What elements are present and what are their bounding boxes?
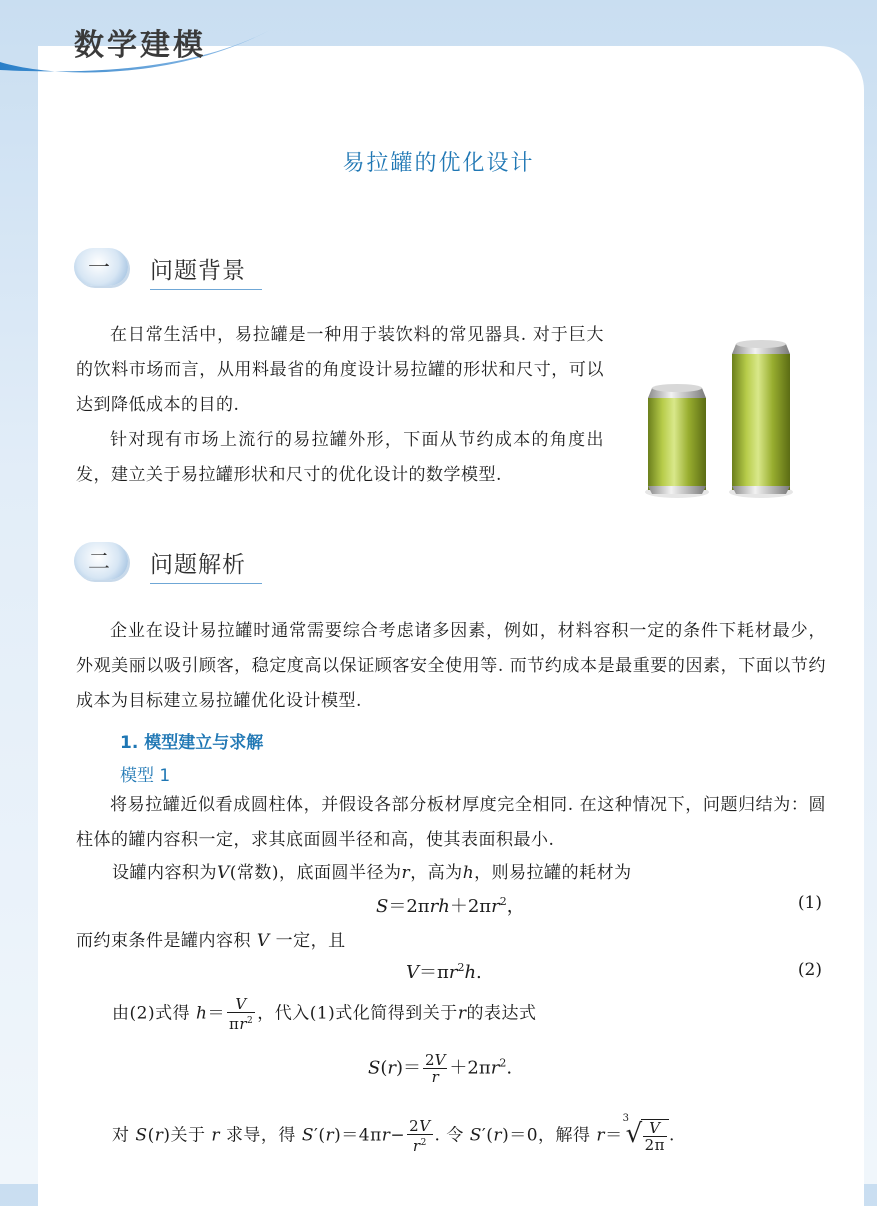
chapter-header: 数学建模 xyxy=(74,28,206,63)
text-span: 一定，且 xyxy=(275,931,346,951)
equation-s-of-r: S(r)＝ $\frac{2V}{r}$ $+2\pi r^2$. xyxy=(368,1051,513,1086)
section-number: 二 xyxy=(87,550,110,575)
text-span: (常数)，底面圆半径为 xyxy=(229,863,402,883)
text-span: 的表达式 xyxy=(466,1003,537,1024)
equation-number-1: (1) xyxy=(797,893,822,913)
cube-root: 3 √ $\frac{V}{2\pi}$ xyxy=(623,1119,669,1153)
fraction: $\frac{2V}{r^2}$ xyxy=(409,1117,431,1155)
text-span: ，解得 xyxy=(538,1125,591,1146)
background-paragraph-1: 在日常生活中，易拉罐是一种用于装饮料的常见器具. 对于巨大的饮料市场而言，从用料最省的角度设计易拉罐的形状和尺寸，可以达到降低成本的目的. xyxy=(76,325,604,415)
text-span: 关于 xyxy=(170,1125,206,1146)
equation-number-2: (2) xyxy=(797,960,822,980)
section-title: 问题背景 xyxy=(150,252,262,290)
text-span: 设罐内容积为 xyxy=(112,863,217,883)
derivative-line: 对 S(r)关于 r 求导，得 S′(r)＝4πr− $\frac{2V}{r^2}$ . 令 S′(r)＝0，解得 r＝ 3 √ $\frac{V}{2\pi}$ . xyxy=(112,1113,675,1155)
fraction: $\frac{2V}{r}$ xyxy=(425,1051,446,1086)
text-span: 对 xyxy=(112,1125,130,1146)
section-number: 一 xyxy=(87,256,110,281)
page-title: 易拉罐的优化设计 xyxy=(342,151,535,176)
text-span: ，代入(1)式化简得到关于 xyxy=(257,1003,458,1024)
cans-image xyxy=(640,336,800,506)
fraction: $\frac{V}{2\pi}$ xyxy=(644,1119,665,1154)
equation-2: $V=\pi r^2h$. xyxy=(406,961,482,983)
equation-1: $S=2\pi rh+2\pi r^2$， xyxy=(376,895,525,917)
text-span: 由(2)式得 xyxy=(112,1003,191,1024)
model-label: 模型 1 xyxy=(120,766,171,786)
text-span: ，则易拉罐的耗材为 xyxy=(474,863,632,883)
fraction: $\frac{V}{\pi r^2}$ xyxy=(228,995,254,1033)
model-paragraph-1: 将易拉罐近似看成圆柱体，并假设各部分板材厚度完全相同. 在这种情况下，问题归结为：圆柱体的罐内容积一定，求其底面圆半径和高，使其表面积最小. xyxy=(76,795,826,850)
model-paragraph-2: 设罐内容积为V(常数)，底面圆半径为r，高为h，则易拉罐的耗材为 xyxy=(112,863,632,883)
section-title: 问题解析 xyxy=(150,546,262,584)
text-span: . 令 xyxy=(434,1125,464,1146)
analysis-paragraph: 企业在设计易拉罐时通常需要综合考虑诸多因素，例如，材料容积一定的条件下耗材最少，外观美丽以吸引顾客，稳定度高以保证顾客安全使用等. 而节约成本是最重要的因素，下面以节约成本为目标建立易拉罐优化设计模型. xyxy=(76,621,826,711)
text-span: ，高为 xyxy=(410,863,463,883)
subsection-heading: 1. 模型建立与求解 xyxy=(120,733,264,753)
constraint-line: 而约束条件是罐内容积 V 一定，且 xyxy=(76,931,346,951)
substitution-line: 由(2)式得 h＝ $\frac{V}{\pi r^2}$ ，代入(1)式化简得到关于r的表达式 xyxy=(112,995,537,1033)
background-paragraph-2: 针对现有市场上流行的易拉罐外形，下面从节约成本的角度出发，建立关于易拉罐形状和尺寸的优化设计的数学模型. xyxy=(76,430,604,485)
text-span: 求导，得 xyxy=(225,1125,296,1146)
text-span: 而约束条件是罐内容积 xyxy=(76,931,251,951)
